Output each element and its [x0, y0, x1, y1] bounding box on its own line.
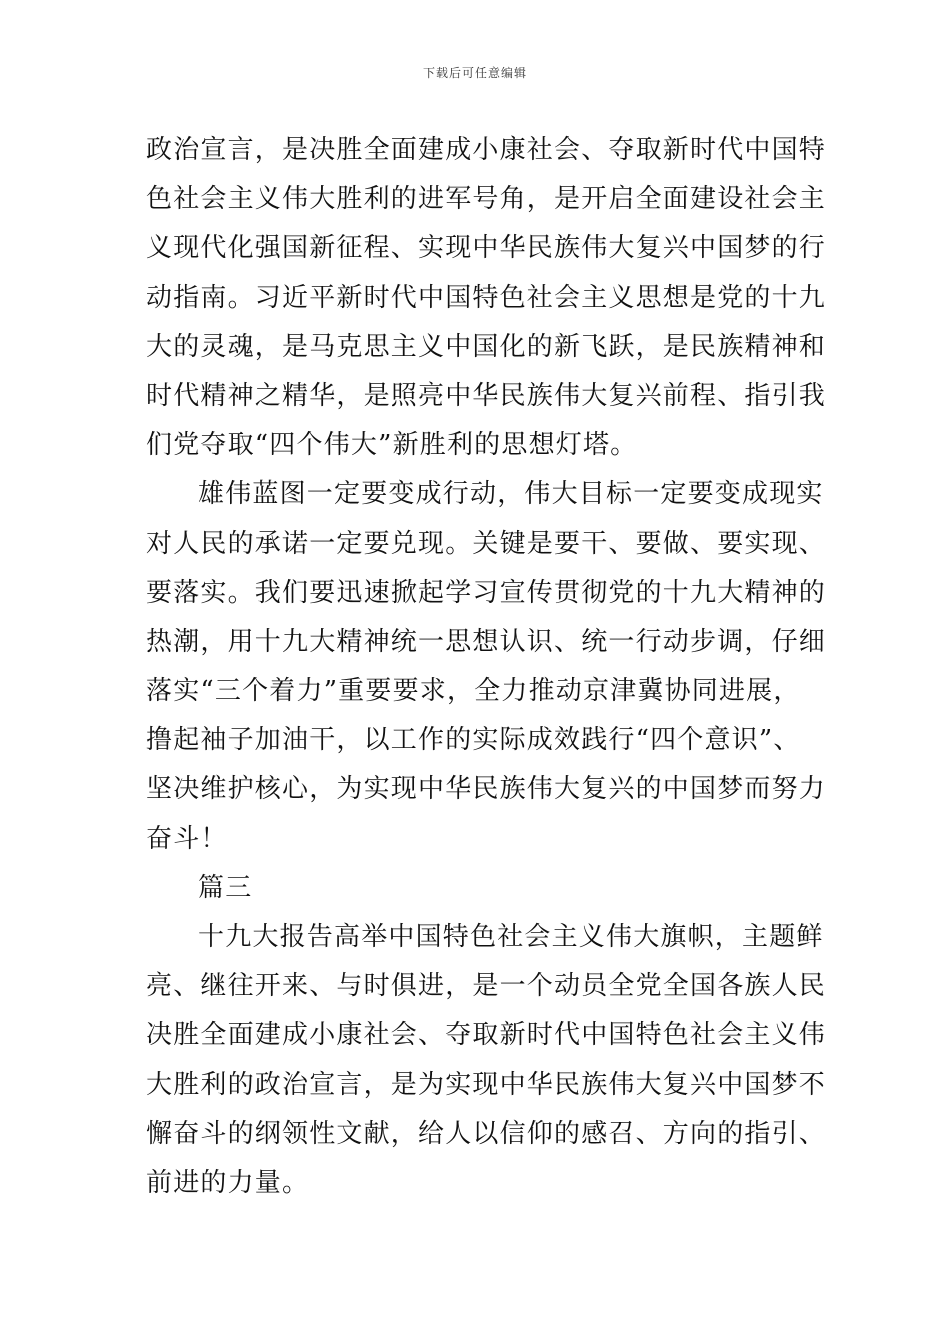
text-line: 懈奋斗的纲领性文献，给人以信仰的感召、方向的指引、: [146, 1118, 827, 1149]
header-note: 下载后可任意编辑: [422, 66, 527, 80]
text-line: 色社会主义伟大胜利的进军号角，是开启全面建设社会主: [146, 184, 827, 215]
paragraph-first-line: 雄伟蓝图一定要变成行动，伟大目标一定要变成现实: [198, 479, 824, 510]
text-line: 对人民的承诺一定要兑现。关键是要干、要做、要实现、: [146, 528, 827, 559]
text-line: 前进的力量。: [146, 1167, 310, 1198]
paragraph-first-line: 十九大报告高举中国特色社会主义伟大旗帜，主题鲜: [198, 922, 824, 952]
section-heading: 篇三: [198, 872, 253, 903]
text-line: 要落实。我们要迅速掀起学习宣传贯彻党的十九大精神的: [146, 577, 827, 608]
text-line: 决胜全面建成小康社会、夺取新时代中国特色社会主义伟: [146, 1020, 827, 1051]
text-line: 热潮，用十九大精神统一思想认识、统一行动步调，仔细: [146, 626, 827, 657]
text-line: 义现代化强国新征程、实现中华民族伟大复兴中国梦的行: [146, 233, 827, 264]
text-line: 亮、继往开来、与时俱进，是一个动员全党全国各族人民: [146, 971, 827, 1002]
text-line: 奋斗！: [146, 823, 228, 854]
text-line: 动指南。习近平新时代中国特色社会主义思想是党的十九: [146, 282, 827, 313]
text-line: 大胜利的政治宣言，是为实现中华民族伟大复兴中国梦不: [146, 1069, 827, 1100]
text-line: 政治宣言，是决胜全面建成小康社会、夺取新时代中国特: [146, 135, 827, 165]
text-line: 坚决维护核心，为实现中华民族伟大复兴的中国梦而努力: [146, 774, 827, 805]
document-body: [146, 126, 827, 1208]
text-line: 撸起袖子加油干，以工作的实际成效践行“四个意识”、: [146, 725, 801, 756]
text-line: 大的灵魂，是马克思主义中国化的新飞跃，是民族精神和: [146, 331, 827, 362]
text-line: 落实“三个着力”重要要求，全力推动京津冀协同进展，: [146, 676, 801, 707]
text-line: 时代精神之精华，是照亮中华民族伟大复兴前程、指引我: [146, 380, 827, 411]
text-line: 们党夺取“四个伟大”新胜利的思想灯塔。: [146, 430, 638, 461]
